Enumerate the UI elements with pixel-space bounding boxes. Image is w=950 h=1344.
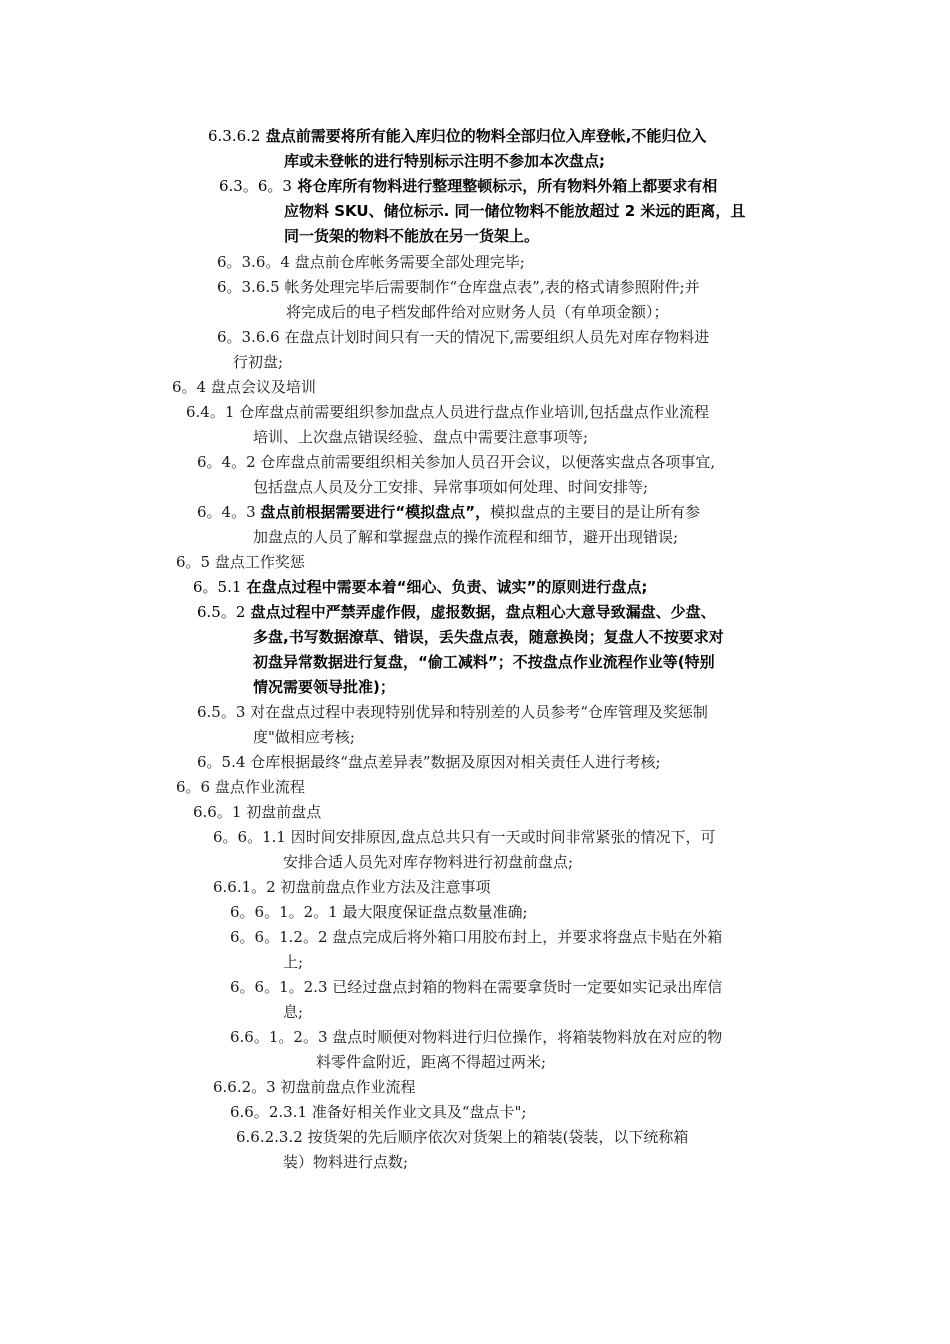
item-6-4-3: 6。4。3 盘点前根据需要进行“模拟盘点”，模拟盘点的主要目的是让所有参	[197, 503, 701, 521]
item-6-3-6-3-cont1: 应物料 SKU、储位标示. 同一储位物料不能放超过 2 米远的距离，且	[284, 202, 746, 220]
item-6-6-1-1: 6。6。1.1 因时间安排原因,盘点总共只有一天或时间非常紧张的情况下，可	[213, 828, 716, 846]
item-6-6-1-2-3b: 6.6。1。2。3 盘点时顺便对物料进行归位操作，将箱装物料放在对应的物	[230, 1028, 723, 1046]
item-6-4-2: 6。4。2 仓库盘点前需要组织相关参加人员召开会议，以便落实盘点各项事宜,	[197, 453, 716, 471]
item-6-6-1-2-2-cont: 上;	[283, 953, 304, 971]
item-6-3-6-5: 6。3.6.5 帐务处理完毕后需要制作“仓库盘点表”,表的格式请参照附件;并	[217, 278, 700, 296]
item-6-3-6-2: 6.3.6.2 盘点前需要将所有能入库归位的物料全部归位入库登帐,不能归位入	[208, 127, 707, 145]
heading-6-5: 6。5 盘点工作奖惩	[176, 553, 305, 571]
item-6-6-2-3-2-cont: 装）物料进行点数;	[283, 1153, 409, 1171]
item-6-3-6-2-cont: 库或未登帐的进行特别标示注明不参加本次盘点;	[284, 152, 606, 170]
heading-6-6: 6。6 盘点作业流程	[176, 778, 305, 796]
item-6-4-1-cont: 培训、上次盘点错误经验、盘点中需要注意事项等;	[253, 428, 589, 446]
item-6-4-2-cont: 包括盘点人员及分工安排、异常事项如何处理、时间安排等;	[253, 478, 649, 496]
item-6-4-1: 6.4。1 仓库盘点前需要组织参加盘点人员进行盘点作业培训,包括盘点作业流程	[186, 403, 709, 421]
item-6-6-2-3-1: 6.6。2.3.1 准备好相关作业文具及“盘点卡";	[230, 1103, 527, 1121]
item-6-3-6-6-cont: 行初盘;	[233, 353, 284, 371]
item-6-5-2: 6.5。2 盘点过程中严禁弄虚作假，虚报数据，盘点粗心大意导致漏盘、少盘、	[197, 603, 716, 621]
item-6-3-6-3: 6.3。6。3 将仓库所有物料进行整理整顿标示，所有物料外箱上都要求有相	[219, 177, 718, 195]
item-6-6-1-2: 6.6.1。2 初盘前盘点作业方法及注意事项	[213, 878, 491, 896]
heading-6-4: 6。4 盘点会议及培训	[172, 378, 316, 396]
item-6-5-3-cont: 度"做相应考核;	[253, 728, 355, 746]
item-6-3-6-5-cont: 将完成后的电子档发邮件给对应财务人员（有单项金额）；	[286, 303, 669, 321]
item-6-5-2-cont1: 多盘,书写数据潦草、错误，丢失盘点表，随意换岗；复盘人不按要求对	[253, 628, 724, 646]
item-6-6-1-1-cont: 安排合适人员先对库存物料进行初盘前盘点;	[283, 853, 574, 871]
item-6-6-1-2-3a-cont: 息;	[283, 1003, 304, 1021]
item-6-6-2-3-2: 6.6.2.3.2 按货架的先后顺序依次对货架上的箱装(袋装，以下统称箱	[236, 1128, 689, 1146]
item-6-5-2-cont3: 情况需要领导批准)；	[253, 678, 395, 696]
item-6-3-6-4: 6。3.6。4 盘点前仓库帐务需要全部处理完毕;	[217, 253, 525, 271]
item-6-6-2-3: 6.6.2。3 初盘前盘点作业流程	[213, 1078, 416, 1096]
item-6-3-6-6: 6。3.6.6 在盘点计划时间只有一天的情况下,需要组织人员先对库存物料进	[217, 328, 710, 346]
item-6-5-3: 6.5。3 对在盘点过程中表现特别优异和特别差的人员参考“仓库管理及奖惩制	[197, 703, 708, 721]
item-6-6-1-2-1: 6。6。1。2。1 最大限度保证盘点数量准确;	[230, 903, 528, 921]
item-6-5-4: 6。5.4 仓库根据最终“盘点差异表”数据及原因对相关责任人进行考核;	[197, 753, 661, 771]
item-6-3-6-3-cont2: 同一货架的物料不能放在另一货架上。	[284, 227, 540, 245]
item-6-6-1-2-3b-cont: 料零件盒附近，距离不得超过两米;	[316, 1053, 547, 1071]
item-6-5-1: 6。5.1 在盘点过程中需要本着“细心、负责、诚实”的原则进行盘点;	[193, 578, 648, 596]
item-6-6-1-2-3a: 6。6。1。2.3 已经过盘点封箱的物料在需要拿货时一定要如实记录出库信	[230, 978, 723, 996]
item-6-6-1: 6.6。1 初盘前盘点	[193, 803, 322, 821]
item-6-6-1-2-2: 6。6。1.2。2 盘点完成后将外箱口用胶布封上，并要求将盘点卡贴在外箱	[230, 928, 723, 946]
item-6-4-3-cont: 加盘点的人员了解和掌握盘点的操作流程和细节，避开出现错误;	[253, 528, 679, 546]
item-6-5-2-cont2: 初盘异常数据进行复盘，“偷工减料”；不按盘点作业流程作业等(特别	[253, 653, 715, 671]
